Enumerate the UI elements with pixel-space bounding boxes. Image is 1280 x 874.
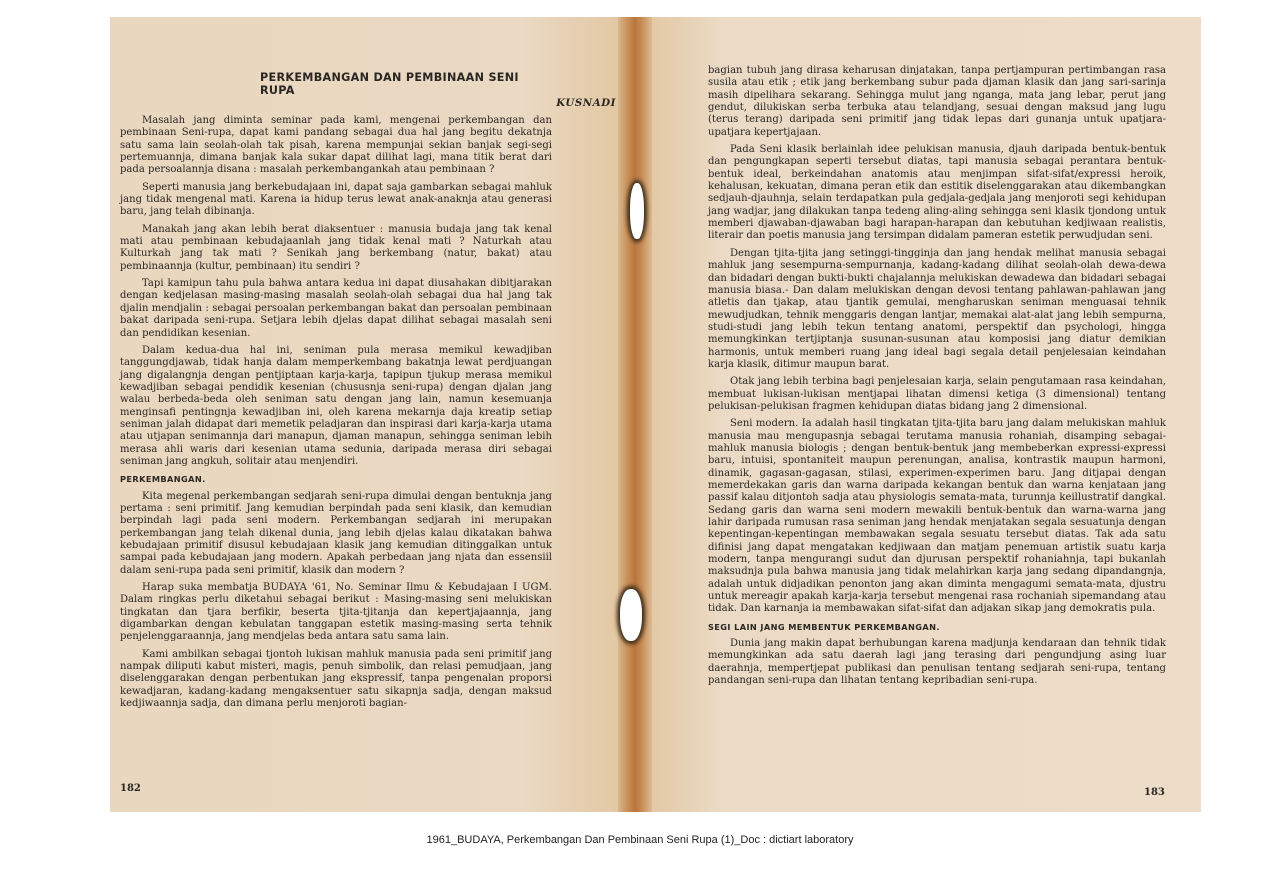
- paragraph: Otak jang lebih terbina bagi penjelesaian karja, selain pengutamaan rasa keindahan, membuat lukisan-lukisan mentjapai lihatan dimensi ketiga (3 dimensional) tentang pelukisan-pelukisan fragmen kehidupan diatas bidang jang 2 dimensional.: [708, 376, 1166, 412]
- left-page-body: [120, 115, 552, 715]
- burn-hole: [620, 589, 642, 641]
- book-spread: [110, 17, 1201, 812]
- section-heading: SEGI LAIN JANG MEMBENTUK PERKEMBANGAN.: [708, 621, 940, 632]
- section-heading: PERKEMBANGAN.: [120, 474, 206, 485]
- paragraph: bagian tubuh jang dirasa keharusan dinjatakan, tanpa pertjampuran pertimbangan rasa susila atau etik ; etik jang berkembang subur pada djaman klasik dan jang sari-sarinja masih dipelihara sekarang. Sehingga mulut jang nganga, mata jang lebar, perut jang gendut, dilukiskan serba terbuka atau telandjang, sesuai dengan maksud jang lugu (terus terang) daripada seni primitif jang tidak lepas dari gunanja untuk upatjara-upatjara kepertjajaan.: [708, 65, 1166, 138]
- left-page: [110, 17, 628, 812]
- page-number: 183: [1144, 787, 1165, 798]
- right-page-body: [708, 65, 1166, 693]
- paragraph: Dunia jang makin dapat berhubungan karena madjunja kendaraan dan tehnik tidak memungkinkan ada satu daerah lagi jang terasing dari pengundjung asing luar daerahnja, mempertjepat publikasi dan penulisan tentang sedjarah seni-rupa, tentang pandangan seni-rupa dan lihatan tentang kepribadian seni-rupa.: [708, 638, 1166, 687]
- paragraph: Pada Seni klasik berlainlah idee pelukisan manusia, djauh daripada bentuk-bentuk dan pengungkapan seperti tersebut diatas, tapi manusia sebagai perantara bentuk-bentuk ideal, berkeindahan anatomis atau menjimpan sifat-sifat/expressi heroik, kehalusan, kekuatan, dimana peran etik dan estitik diselenggarakan atau dikembangkan sedjauh-djauhnja, selain terdapatkan pula gedjala-gedjala jang menjoroti segi kehidupan jang wadjar, jang dilakukan tanpa tedeng aling-aling sehingga seni klasik tjondong untuk memberi djawaban-djawaban bagi harapan-harapan dan kebutuhan kedjiwaan realistis, literair dan poetis manusia jang tersimpan didalam pameran estetik perwudjudan seni.: [708, 144, 1166, 242]
- paragraph: Manakah jang akan lebih berat diaksentuer : manusia budaja jang tak kenal mati atau pembinaan kebudajaanlah jang tidak kenal mati ? Naturkah atau Kulturkah jang tak mati ? Senikah jang berkembang (natur, bakat) atau pembinaannja (kultur, pembinaan) itu sendiri ?: [120, 223, 552, 272]
- paragraph: Dalam kedua-dua hal ini, seniman pula merasa memikul kewadjiban tanggungdjawab, tidak hanja dalam memperkembang bakatnja lewat perdjuangan jang digalangnja dengan pentjiptaan karja-karja, tapipun tjukup merasa memikul kewadjiban sebagai pendidik kesenian (chususnja seni-rupa) dengan djalan jang walau berbeda-beda oleh seniman satu dengan jang lain, namun kesemuanja menginsafi pentingnja kewadjiban ini, oleh karena mekarnja daja kreatip setiap seniman jalah didapat dari memetik peladjaran dan inspirasi dari karja-karja utama atau utjapan senimannja dari manapun, djaman manapun, sehingga seniman lebih merasa ahli waris dari kesenian utama sedunia, daripada merasa diri sebagai seniman jang angkuh, solitair atau menjendiri.: [120, 344, 552, 467]
- paragraph: Harap suka membatja BUDAYA '61, No. Seminar Ilmu & Kebudajaan I UGM. Dalam ringkas perlu diketahui sebagai berikut : Masing-masing seni melukiskan tingkatan dan tjara berfikir, beserta tjita-tjitanja dan kepertjajaannja, jang digambarkan dengan kebulatan tanggapan estetik masing-masing serta tehnik penjelenggaraannja, jang mendjelas beda antara satu sama lain.: [120, 582, 552, 643]
- article-title: PERKEMBANGAN DAN PEMBINAAN SENI RUPA: [260, 71, 519, 97]
- right-page: [640, 17, 1201, 812]
- image-caption: 1961_BUDAYA, Perkembangan Dan Pembinaan Seni Rupa (1)_Doc : dictiart laboratory: [426, 834, 854, 846]
- paragraph: Masalah jang diminta seminar pada kami, mengenai perkembangan dan pembinaan Seni-rupa, dapat kami pandang sebagai dua hal jang begitu dekatnja satu sama lain seolah-olah tak pisah, karena mempunjai sekian banjak segi-segi pertemuannja, dimana banjak kala sukar dapat dilihat lagi, mana titik berat dari pada persoalannja disana : masalah perkembangankah atau pembinaan ?: [120, 115, 552, 176]
- page-number: 182: [120, 783, 141, 794]
- paragraph: Dengan tjita-tjita jang setinggi-tingginja dan jang hendak melihat manusia sebagai mahluk jang sesempurna-sempurnanja, kadang-kadang dilihat seolah-olah dewa-dewa dan bidadari dengan bukti-bukti chajalannja melukiskan dewadewa dan bidadari sebagai manusia biasa.- Dan dalam melukiskan dengan devosi tentang pahlawan-pahlawan jang atletis dan tjakap, atau tjantik gemulai, mengharuskan seniman menguasai tehnik mewudjudkan, tehnik menggaris dengan lantjar, memakai alat-alat jang lebih sempurna, studi-studi jang lebih tekun tentang anatomi, perspektif dan psychologi, hingga memungkinkan tertjiptanja susunan-susunan atau komposisi jang diatur demikian harmonis, untuk memberi ruang jang ideal bagi segala detail penjelesaian keindahan karja klasik, ditimur maupun barat.: [708, 247, 1166, 370]
- paragraph: Kami ambilkan sebagai tjontoh lukisan mahluk manusia pada seni primitif jang nampak diliputi kabut misteri, magis, penuh simbolik, dan relasi pemudjaan, jang diselenggarakan dengan perbentukan jang ekspressif, tanpa pengenalan proporsi kewadjaran, kadang-kadang mengaksentuer satu sikapnja sadja, dengan maksud kedjiwaannja sadja, dan dimana perlu menjoroti bagian-: [120, 648, 552, 710]
- book-gutter: [618, 17, 652, 812]
- burn-hole: [630, 183, 644, 239]
- paragraph: Kita megenal perkembangan sedjarah seni-rupa dimulai dengan bentuknja jang pertama : seni primitif. Jang kemudian berpindah pada seni klasik, dan kemudian berpindah lagi pada seni modern. Perkembangan sedjarah ini merupakan perkembangan jang telah dikenal dunia, jang lebih djelas kalau dikatakan bahwa kebudajaan primitif disusul kebudajaan klasik jang kemudian ditinggalkan untuk sampai pada kebudajaan jang modern. Apakah perbedaan jang njata dan essensiil dalam seni-rupa pada seni primitif, klasik dan modern ?: [120, 490, 552, 576]
- paragraph: Seperti manusia jang berkebudajaan ini, dapat saja gambarkan sebagai mahluk jang tidak mengenal mati. Karena ia hidup terus lewat anak-anaknja atau generasi baru, jang telah dibinanja.: [120, 181, 552, 218]
- paragraph: Tapi kamipun tahu pula bahwa antara kedua ini dapat diusahakan dibitjarakan dengan kedjelasan masing-masing masalah seolah-olah sebagai dua hal jang tak djalin mendjalin : sebagai persoalan perkembangan bakat dan persoalan pembinaan bakat daripada seni-rupa. Setjara lebih djelas dapat dilihat sebagai masalah seni dan pendidikan kesenian.: [120, 278, 552, 339]
- author-name: KUSNADI: [556, 97, 616, 109]
- paragraph: Seni modern. Ia adalah hasil tingkatan tjita-tjita baru jang dalam melukiskan mahluk manusia mau mengupasnja sebagai terutama manusia rohaniah, disamping sebagai-mahluk manusia biologis ; dengan bentuk-bentuk jang membeberkan expressi-expressi baru, intuisi, spontaniteit maupun perenungan, analisa, kontrastik maupun harmoni, dinamik, gagasan-gagasan, stilasi, experimen-experimen baru. Jang ditjapai dengan memerdekakan garis dan warna daripada kekangan bentuk dan warna kenjataan jang passif kalau ditjontoh sadja atau physiologis semata-mata, turunnja keillustratif dangkal. Sedang garis dan warna seni modern mewakili bentuk-bentuk dan warna-warna jang lahir daripada rumusan rasa seniman jang hendak menjatakan segala sesuatunja dengan kepentingan-kepentingan membawakan segala sesuatu tersebut diatas. Tak ada satu difinisi jang dapat mengatakan kedjiwaan dan matjam penemuan artistik suatu karja modern, tanpa mengurangi sudut dan djurusan perspektif rohaniahnja, tapi bukanlah maksudnja pula bahwa manusia jang tidak melahirkan karja jang sedang dipandangnja, adalah untuk didjadikan penonton jang akan diminta mengagumi semata-mata, djustru untuk mereagir apakah karja-karja tersebut mengenai rasa rochaniah sipemandang atau tidak. Dan karnanja ia membawakan sifat-sifat dan adjakan sikap jang demokratis pula.: [708, 418, 1166, 615]
